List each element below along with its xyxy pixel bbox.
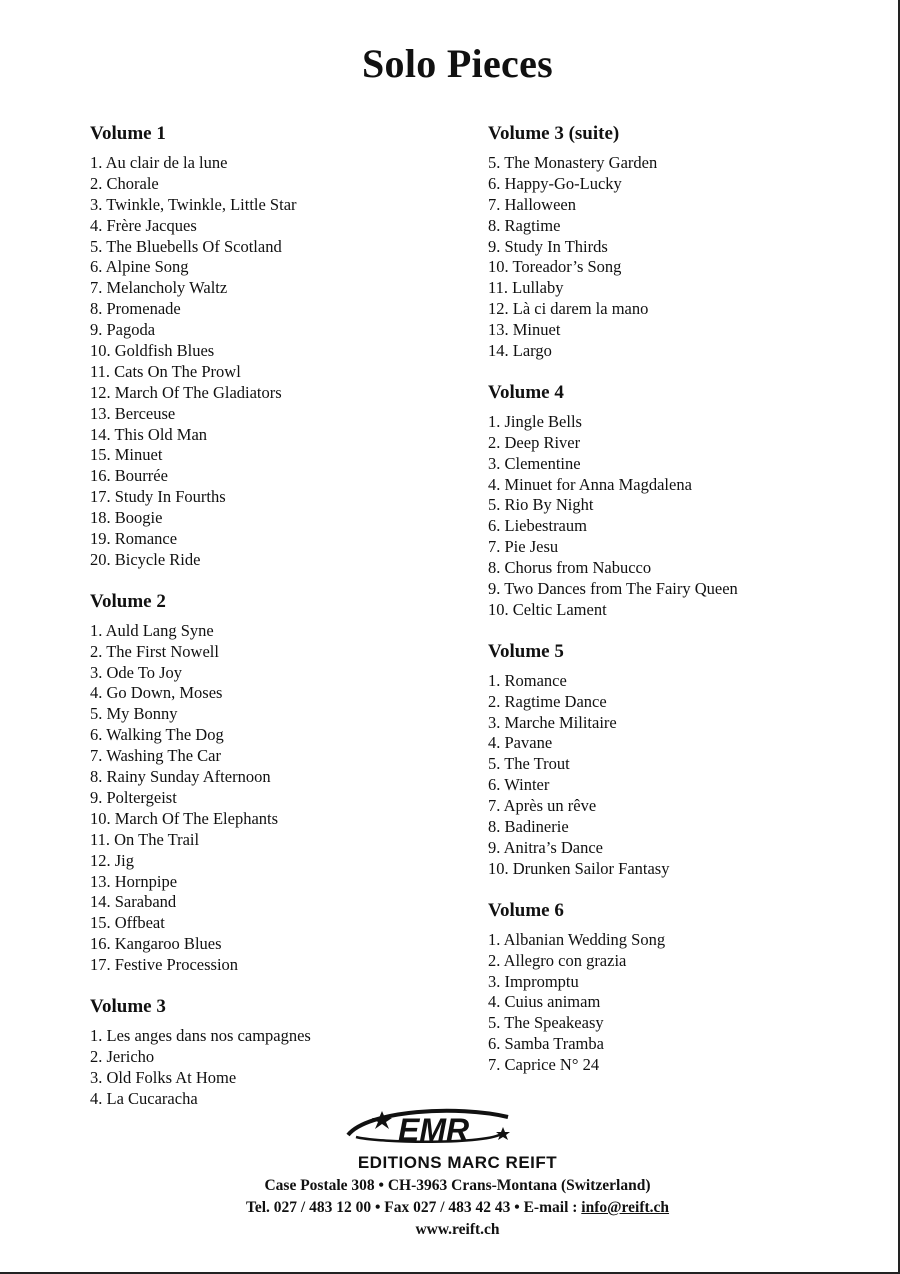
piece-item: 18. Boogie <box>90 508 163 528</box>
piece-item: 14. This Old Man <box>90 424 208 444</box>
piece-item: 4. Cuius animam <box>488 992 601 1012</box>
left-column <box>90 120 470 1110</box>
piece-item: 3. Twinkle, Twinkle, Little Star <box>90 194 297 214</box>
volume-heading: Volume 5 <box>488 640 564 662</box>
piece-item: 3. Clementine <box>488 453 581 473</box>
volume-section <box>488 897 888 1076</box>
piece-item: 2. Ragtime Dance <box>488 691 607 711</box>
piece-item: 12. March Of The Gladiators <box>90 382 282 402</box>
piece-item: 5. The Trout <box>488 754 570 774</box>
piece-item: 14. Largo <box>488 341 552 361</box>
volume-gap <box>488 362 888 379</box>
piece-item: 5. Rio By Night <box>488 495 594 515</box>
piece-item: 3. Marche Militaire <box>488 712 617 732</box>
piece-item: 10. Goldfish Blues <box>90 341 215 361</box>
piece-item: 8. Chorus from Nabucco <box>488 558 652 578</box>
piece-item: 2. Allegro con grazia <box>488 950 627 970</box>
piece-item: 13. Hornpipe <box>90 871 178 891</box>
piece-item: 6. Winter <box>488 775 550 795</box>
right-column <box>488 120 888 1076</box>
piece-item: 1. Les anges dans nos campagnes <box>90 1025 311 1045</box>
piece-item: 3. Impromptu <box>488 971 579 991</box>
piece-item: 11. Lullaby <box>488 278 564 298</box>
piece-item: 19. Romance <box>90 529 178 549</box>
piece-item: 1. Jingle Bells <box>488 411 582 431</box>
contact-line <box>0 1197 900 1219</box>
volume-heading: Volume 4 <box>488 381 564 403</box>
piece-item: 9. Two Dances from The Fairy Queen <box>488 579 738 599</box>
piece-item: 17. Festive Procession <box>90 955 239 975</box>
piece-item: 16. Bourrée <box>90 466 168 486</box>
piece-item: 4. La Cucaracha <box>90 1088 198 1108</box>
piece-item: 6. Liebestraum <box>488 516 587 536</box>
piece-list <box>90 621 470 976</box>
piece-item: 5. The Monastery Garden <box>488 153 658 172</box>
piece-item: 12. Jig <box>90 850 135 870</box>
piece-item: 5. The Speakeasy <box>488 1013 604 1033</box>
piece-item: 4. Go Down, Moses <box>90 683 223 703</box>
volume-heading: Volume 3 <box>90 995 166 1017</box>
piece-item: 20. Bicycle Ride <box>90 549 201 569</box>
piece-list <box>90 1026 470 1110</box>
emr-logo-swoosh-icon <box>338 1105 578 1147</box>
emr-logo <box>338 1105 578 1147</box>
piece-item: 13. Minuet <box>488 320 561 340</box>
website-link[interactable]: www.reift.ch <box>415 1221 500 1238</box>
piece-item: 7. Melancholy Waltz <box>90 278 228 298</box>
piece-item: 1. Romance <box>488 670 567 690</box>
piece-item: 8. Rainy Sunday Afternoon <box>90 767 271 787</box>
piece-item: 15. Minuet <box>90 445 163 465</box>
email-link[interactable]: info@reift.ch <box>581 1199 670 1216</box>
piece-item: 7. Après un rêve <box>488 796 597 816</box>
piece-item: 11. Cats On The Prowl <box>90 361 241 381</box>
piece-item: 7. Caprice N° 24 <box>488 1055 600 1075</box>
volume-gap <box>90 571 470 588</box>
piece-list <box>488 412 888 621</box>
piece-item: 8. Badinerie <box>488 817 569 837</box>
piece-item: 10. Toreador’s Song <box>488 257 622 277</box>
logo-text: EMR <box>397 1112 469 1147</box>
piece-item: 6. Alpine Song <box>90 257 189 277</box>
piece-item: 15. Offbeat <box>90 913 165 933</box>
piece-item: 7. Pie Jesu <box>488 537 559 557</box>
piece-list <box>488 153 888 362</box>
piece-item: 4. Frère Jacques <box>90 215 197 235</box>
piece-item: 2. The First Nowell <box>90 641 219 661</box>
publisher-footer <box>0 1105 900 1241</box>
volume-heading: Volume 2 <box>90 590 166 612</box>
piece-list <box>90 153 470 571</box>
piece-item: 12. Là ci darem la mano <box>488 299 649 319</box>
volume-section <box>488 120 888 362</box>
volume-heading: Volume 1 <box>90 123 166 144</box>
piece-list <box>488 671 888 880</box>
piece-item: 9. Anitra’s Dance <box>488 837 604 857</box>
piece-item: 4. Minuet for Anna Magdalena <box>488 474 692 494</box>
volume-section <box>90 588 470 976</box>
page-title: Solo Pieces <box>361 41 554 86</box>
piece-item: 5. The Bluebells Of Scotland <box>90 236 282 256</box>
volume-gap <box>90 976 470 993</box>
piece-item: 6. Happy-Go-Lucky <box>488 173 622 193</box>
piece-item: 8. Promenade <box>90 299 181 319</box>
address-line: Case Postale 308 • CH-3963 Crans-Montana (Switzerland) <box>264 1177 651 1194</box>
piece-item: 17. Study In Fourths <box>90 487 226 507</box>
piece-item: 5. My Bonny <box>90 704 178 724</box>
piece-item: 6. Samba Tramba <box>488 1034 604 1054</box>
piece-item: 2. Chorale <box>90 173 159 193</box>
piece-item: 9. Poltergeist <box>90 787 177 807</box>
piece-item: 3. Ode To Joy <box>90 662 183 682</box>
piece-item: 8. Ragtime <box>488 215 561 235</box>
piece-item: 14. Saraband <box>90 892 177 912</box>
volume-gap <box>488 880 888 897</box>
piece-item: 13. Berceuse <box>90 403 176 423</box>
piece-item: 1. Auld Lang Syne <box>90 620 214 640</box>
piece-item: 10. Celtic Lament <box>488 599 607 619</box>
piece-item: 10. March Of The Elephants <box>90 808 279 828</box>
piece-item: 4. Pavane <box>488 733 553 753</box>
piece-item: 16. Kangaroo Blues <box>90 934 222 954</box>
piece-item: 6. Walking The Dog <box>90 725 224 745</box>
volume-section <box>488 379 888 621</box>
piece-item: 3. Old Folks At Home <box>90 1067 237 1087</box>
piece-item: 1. Au clair de la lune <box>90 153 228 172</box>
piece-item: 1. Albanian Wedding Song <box>488 929 666 949</box>
piece-item: 10. Drunken Sailor Fantasy <box>488 858 670 878</box>
volume-heading: Volume 3 (suite) <box>488 123 620 144</box>
piece-item: 9. Study In Thirds <box>488 236 608 256</box>
piece-item: 7. Halloween <box>488 194 576 214</box>
piece-item: 9. Pagoda <box>90 320 156 340</box>
volume-heading: Volume 6 <box>488 899 564 921</box>
piece-item: 2. Deep River <box>488 432 581 452</box>
volume-gap <box>488 621 888 638</box>
volume-section <box>488 638 888 880</box>
piece-item: 7. Washing The Car <box>90 746 221 766</box>
piece-item: 2. Jericho <box>90 1046 155 1066</box>
piece-list <box>488 930 888 1076</box>
piece-item: 11. On The Trail <box>90 829 200 849</box>
contact-phone-fax: Tel. 027 / 483 12 00 • Fax 027 / 483 42 43 • E-mail : <box>245 1199 578 1216</box>
volume-section <box>90 120 470 571</box>
volume-section <box>90 993 470 1110</box>
publisher-name: EDITIONS MARC REIFT <box>357 1153 558 1172</box>
